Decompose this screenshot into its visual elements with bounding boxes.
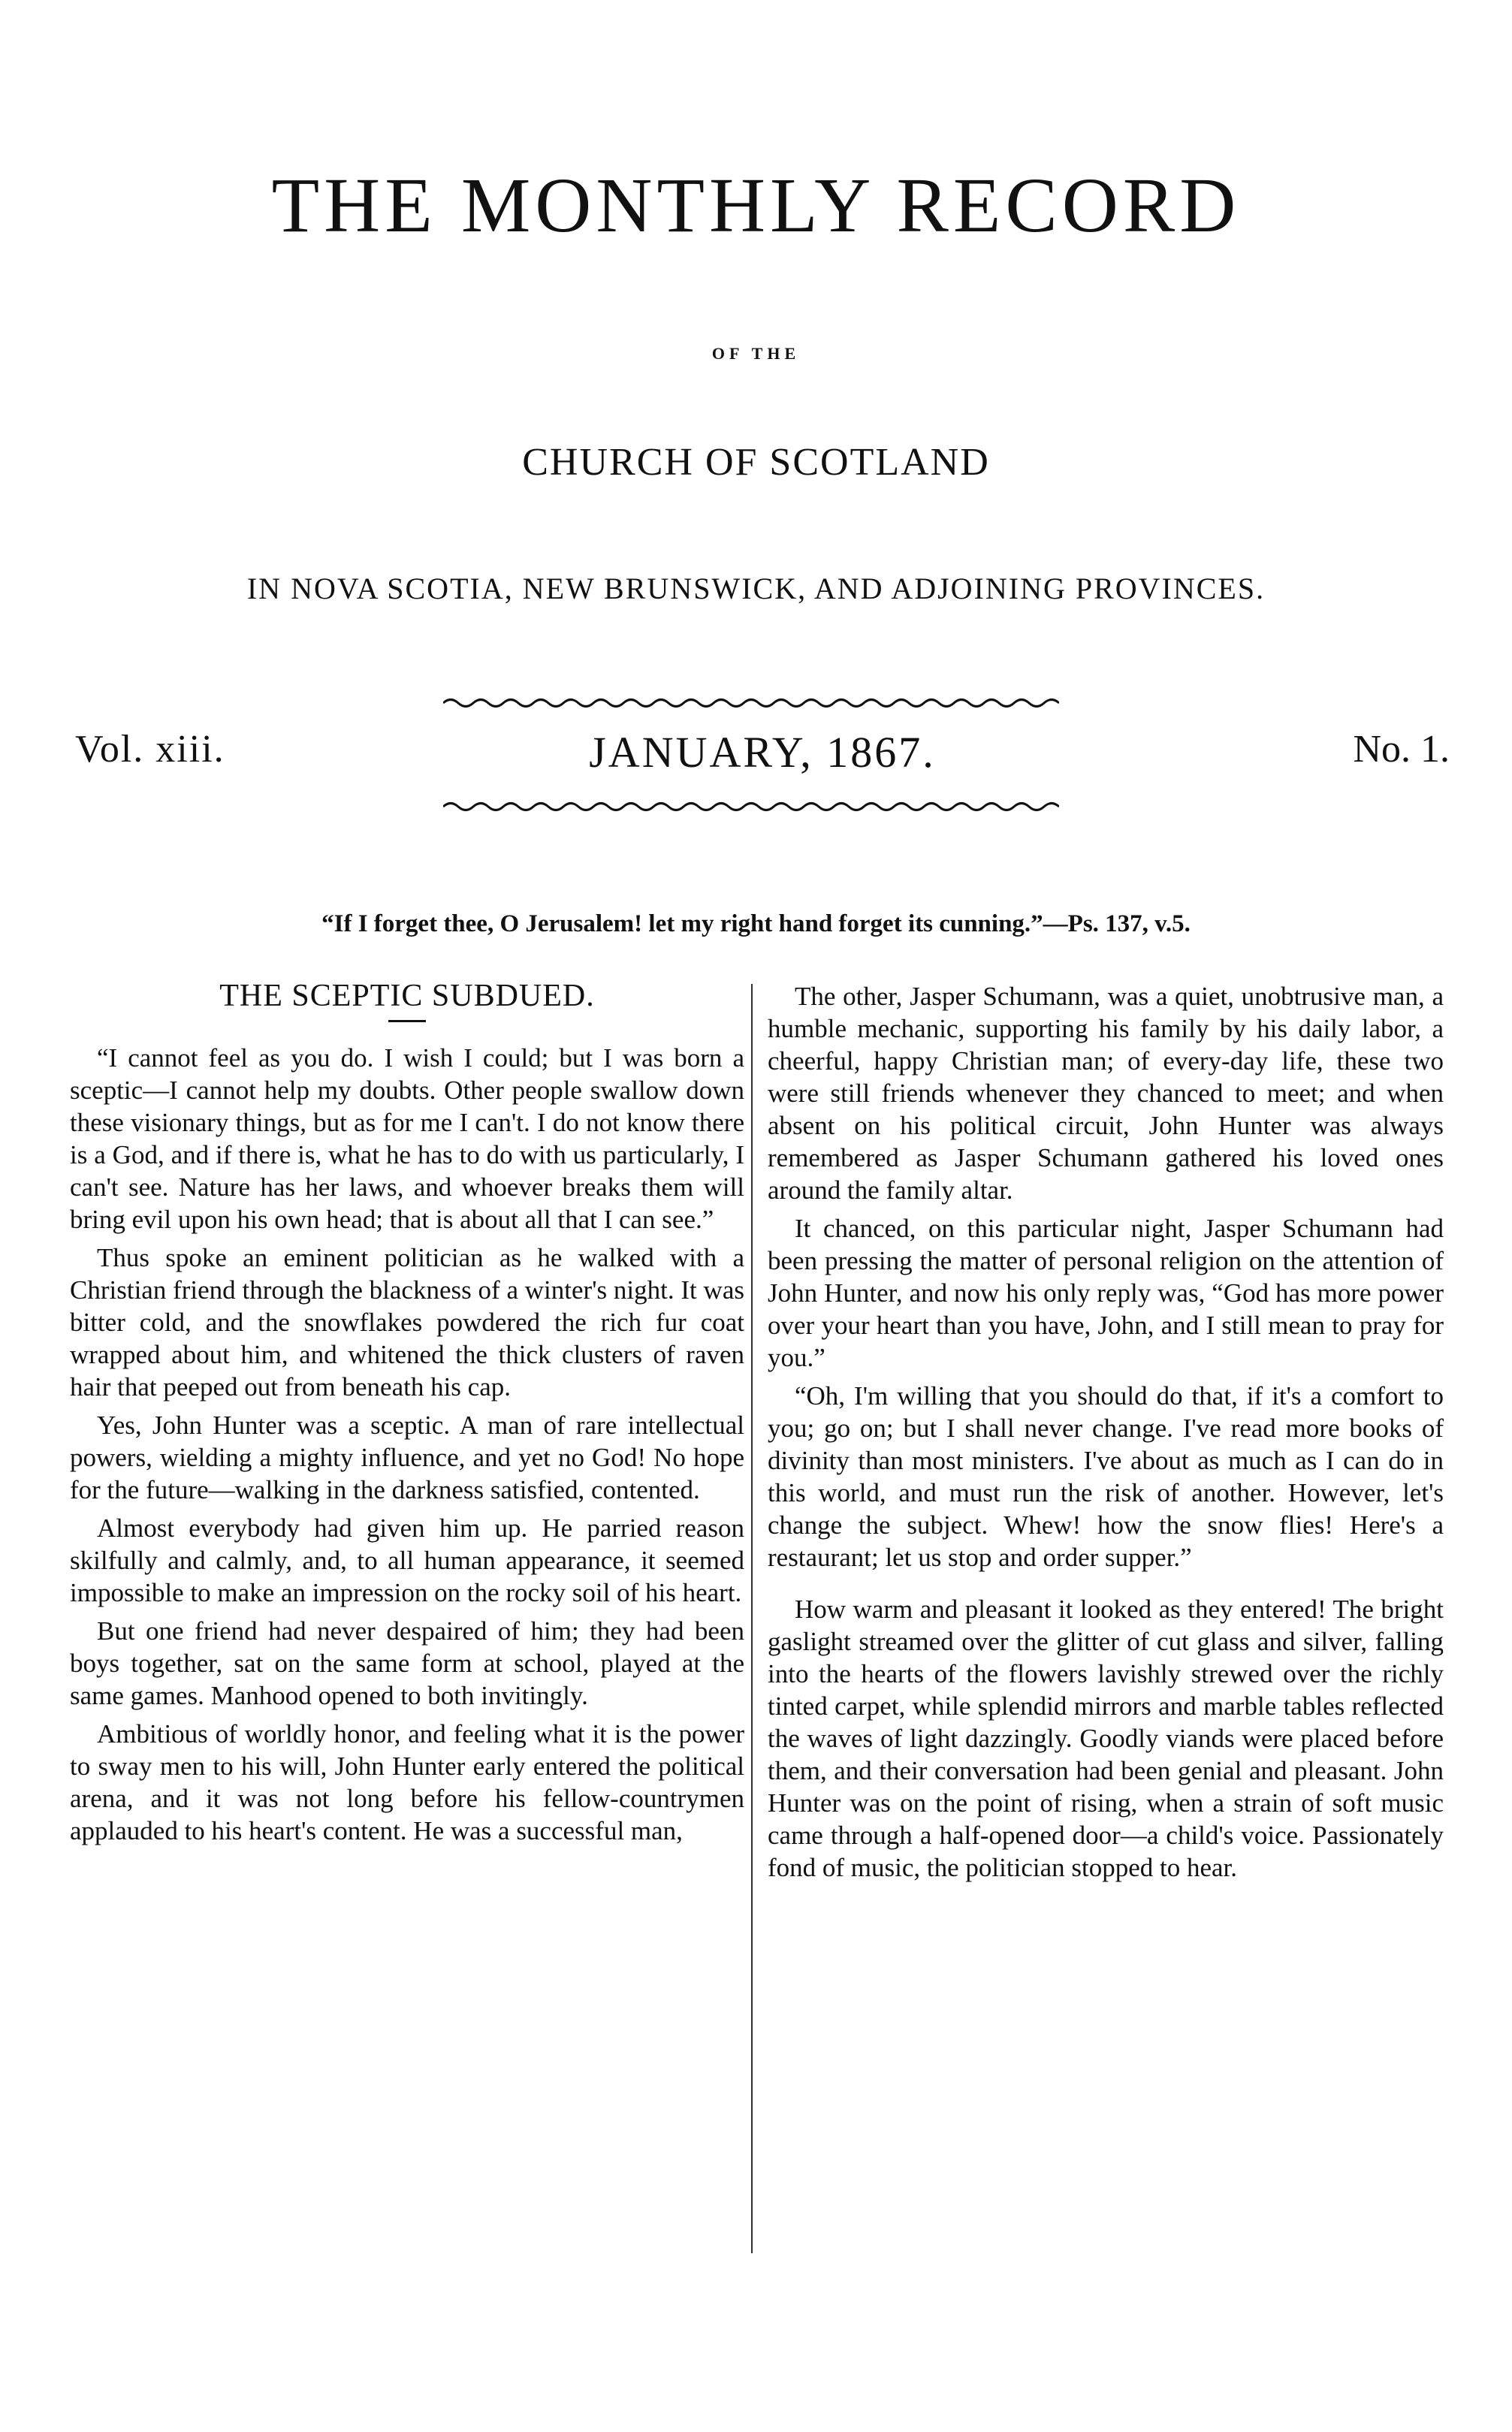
article-paragraph: The other, Jasper Schumann, was a quiet, unobtrusive man, a humble mechanic, supporting his family by his daily labor, a cheerful, happy Christian man; of every-day life, these two were still friends whenever they chanced to meet; and when absent on his political circuit, John Hunter was always remembered as Jasper Schumann gathered his loved ones around the family altar. bbox=[768, 982, 1444, 1205]
masthead-of-the: OF THE bbox=[711, 344, 801, 363]
article-paragraph: How warm and pleasant it looked as they entered! The bright gaslight streamed over the glitter of cut glass and silver, falling into the hearts of the flowers lavishly strewed over the richly tinted carpet, while splendid mirrors and marble tables reflected the waves of light dazzingly. Goodly viands were placed before them, and their conversation had been genial and pleasant. John Hunter was on the point of rising, when a strain of soft music came through a half-opened door—a child's voice. Passionately fond of music, the politician stopped to hear. bbox=[768, 1595, 1444, 1882]
article-paragraph: Thus spoke an eminent politician as he walked with a Christian friend through the blackness of a winter's night. It was bitter cold, and the snowflakes powdered the rich fur coat wrapped about him, and whitened the thick clusters of raven hair that peeped out from beneath his cap. bbox=[70, 1243, 744, 1402]
masthead-provinces: IN NOVA SCOTIA, NEW BRUNSWICK, AND ADJOINING PROVINCES. bbox=[246, 572, 1266, 605]
article-paragraph: It chanced, on this particular night, Jasper Schumann had been pressing the matter of personal religion on the attention of John Hunter, and now his only reply was, “God has more power over your heart than you have, John, and I still mean to pray for you.” bbox=[768, 1214, 1444, 1372]
article-paragraph: Almost everybody had given him up. He parried reason skilfully and calmly, and, to all human appearance, it seemed impossible to make an impression on the rocky soil of his heart. bbox=[70, 1513, 744, 1607]
masthead-church: CHURCH OF SCOTLAND bbox=[522, 441, 990, 484]
masthead-title: THE MONTHLY RECORD bbox=[271, 162, 1241, 249]
article-paragraph: “I cannot feel as you do. I wish I could; but I was born a sceptic—I cannot help my doubts. Other people swallow down these visionary things, but as for me I can't. I do not know there is a God, and if there is, what he has to do with us particularly, I can't see. Nature has her laws, and whoever breaks them will bring evil upon his own head; that is about all that I can see.” bbox=[70, 1043, 744, 1234]
article-title: THE SCEPTIC SUBDUED. bbox=[219, 979, 595, 1013]
article-paragraph: But one friend had never despaired of him; they had been boys together, sat on the same form at school, played at the same games. Manhood opened to both invitingly. bbox=[70, 1616, 744, 1710]
wavy-rule-top bbox=[443, 695, 1059, 711]
issue-date: JANUARY, 1867. bbox=[589, 728, 936, 777]
scripture-motto: “If I forget thee, O Jerusalem! let my right hand forget its cunning.”—Ps. 137, v.5. bbox=[321, 910, 1191, 937]
issue-number: No. 1. bbox=[1353, 728, 1450, 771]
article-paragraph: Yes, John Hunter was a sceptic. A man of rare intellectual powers, wielding a mighty influence, and yet no God! No hope for the future—walking in the darkness satisfied, contented. bbox=[70, 1411, 744, 1504]
volume-label: Vol. xiii. bbox=[75, 728, 225, 771]
article-paragraph: “Oh, I'm willing that you should do that, if it's a comfort to you; go on; but I shall never change. I've read more books of divinity than most ministers. I've about as much as I can do in this world, and must run the risk of another. However, let's change the subject. Whew! how the snow flies! Here's a restaurant; let us stop and order supper.” bbox=[768, 1381, 1444, 1572]
wavy-rule-bottom bbox=[443, 798, 1059, 815]
column-divider bbox=[751, 984, 753, 2253]
dateline bbox=[75, 727, 1450, 787]
article-column-right bbox=[768, 980, 1444, 1890]
article-paragraph: Ambitious of worldly honor, and feeling what it is the power to sway men to his will, John Hunter early entered the political arena, and it was not long before his fellow-countrymen applauded to his heart's content. He was a successful man, bbox=[70, 1719, 744, 1845]
title-dash-rule bbox=[388, 1020, 426, 1022]
article-column-left bbox=[70, 980, 744, 1853]
